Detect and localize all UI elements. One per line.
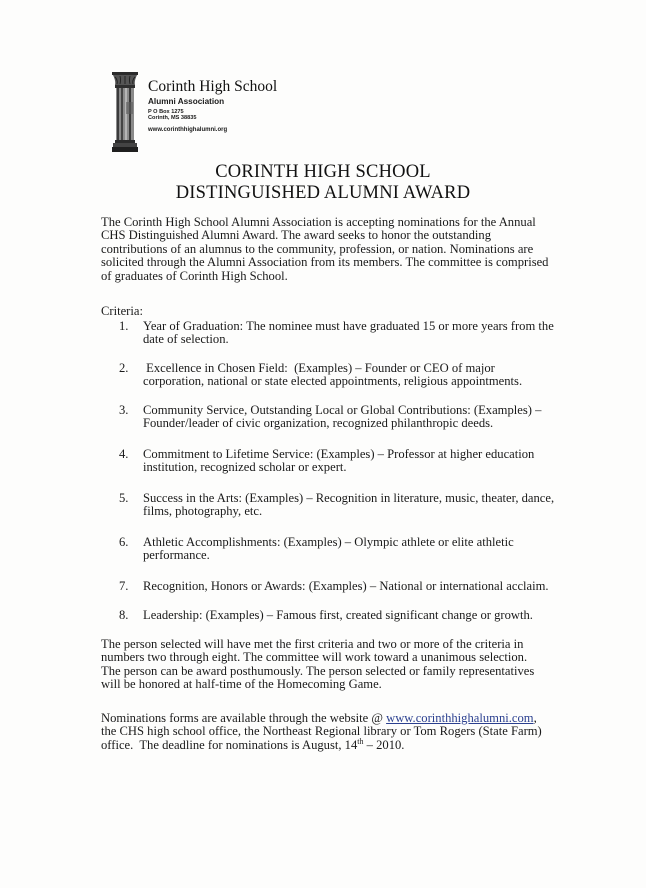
letterhead-address-line1: P O Box 1275 (148, 109, 184, 115)
criteria-line: Athletic Accomplishments: (Examples) – Olympic athlete or elite athletic (143, 535, 514, 549)
intro-line: of graduates of Corinth High School. (101, 268, 288, 283)
criteria-line: performance. (143, 548, 210, 563)
intro-line: contributions of an alumnus to the community, profession, or nation. Nominations are (101, 241, 534, 256)
criteria-line: Commitment to Lifetime Service: (Examples) – Professor at higher education (143, 447, 535, 461)
intro-line: The Corinth High School Alumni Association is accepting nominations for the Annual (101, 215, 536, 229)
criteria-number: 2. (119, 361, 129, 375)
criteria-number: 3. (119, 403, 129, 417)
criteria-number: 6. (119, 535, 129, 549)
criteria-line: Excellence in Chosen Field: (Examples) – Founder or CEO of major (143, 361, 495, 375)
title-line-2: DISTINGUISHED ALUMNI AWARD (175, 183, 471, 203)
nominations-line-2: the CHS high school office, the Northeast Regional library or Tom Rogers (State Farm) (101, 724, 542, 739)
criteria-line: Year of Graduation: The nominee must have graduated 15 or more years from the (143, 319, 554, 333)
selection-line: will be honored at half-time of the Homecoming Game. (101, 677, 382, 692)
criteria-line: date of selection. (143, 332, 229, 347)
letterhead-address-line2: Corinth, MS 38835 (148, 115, 197, 122)
letterhead (112, 72, 312, 152)
nominations-text: Nominations forms are available through the website @ (101, 711, 387, 725)
website-link[interactable]: www.corinthhighalumni.com (386, 711, 534, 725)
letterhead-association: Alumni Association (148, 97, 225, 106)
criteria-number: 1. (119, 319, 129, 333)
intro-line: solicited through the Alumni Association from its members. The committee is comprised (101, 255, 549, 270)
letterhead-website: www.corinthhighalumni.org (148, 126, 228, 133)
document-title (0, 162, 646, 204)
selection-line: The person can be award posthumously. The person selected or family representatives (101, 663, 535, 678)
nominations-text: , (533, 711, 537, 725)
nominations-line-3 (101, 736, 561, 752)
criteria-label: Criteria: (101, 304, 143, 318)
criteria-line: corporation, national or state elected appointments, religious appointments. (143, 374, 523, 389)
criteria-number: 7. (119, 579, 129, 593)
criteria-number: 4. (119, 447, 129, 461)
criteria-line: Recognition, Honors or Awards: (Examples) – National or international acclaim. (143, 579, 549, 593)
criteria-line: Community Service, Outstanding Local or Global Contributions: (Examples) – (143, 403, 542, 417)
deadline-text: office. The deadline for nominations is August, 14 (101, 737, 358, 752)
deadline-year: – 2010. (363, 737, 405, 752)
criteria-line: Leadership: (Examples) – Famous first, created significant change or growth. (143, 608, 533, 622)
nominations-line-1 (101, 712, 561, 725)
criteria-line: films, photography, etc. (143, 504, 263, 519)
selection-line: The person selected will have met the first criteria and two or more of the criteria in (101, 637, 524, 651)
nominations-paragraph (101, 712, 561, 752)
title-line-1: CORINTH HIGH SCHOOL (215, 162, 431, 182)
ordinal-suffix: th (357, 736, 364, 746)
selection-line: numbers two through eight. The committee will work toward a unanimous selection. (101, 650, 528, 665)
letterhead-school-name: Corinth High School (148, 78, 278, 95)
corinthian-column-icon (112, 72, 138, 152)
criteria-number: 8. (119, 608, 129, 622)
criteria-number: 5. (119, 491, 129, 505)
intro-paragraph (101, 216, 561, 283)
criteria-line: Success in the Arts: (Examples) – Recognition in literature, music, theater, dance, (143, 491, 555, 505)
selection-paragraph (101, 638, 561, 692)
intro-line: CHS Distinguished Alumni Award. The award seeks to honor the outstanding (101, 228, 492, 243)
criteria-line: Founder/leader of civic organization, recognized philanthropic deeds. (143, 416, 494, 431)
criteria-line: institution, recognized scholar or expert. (143, 460, 347, 475)
